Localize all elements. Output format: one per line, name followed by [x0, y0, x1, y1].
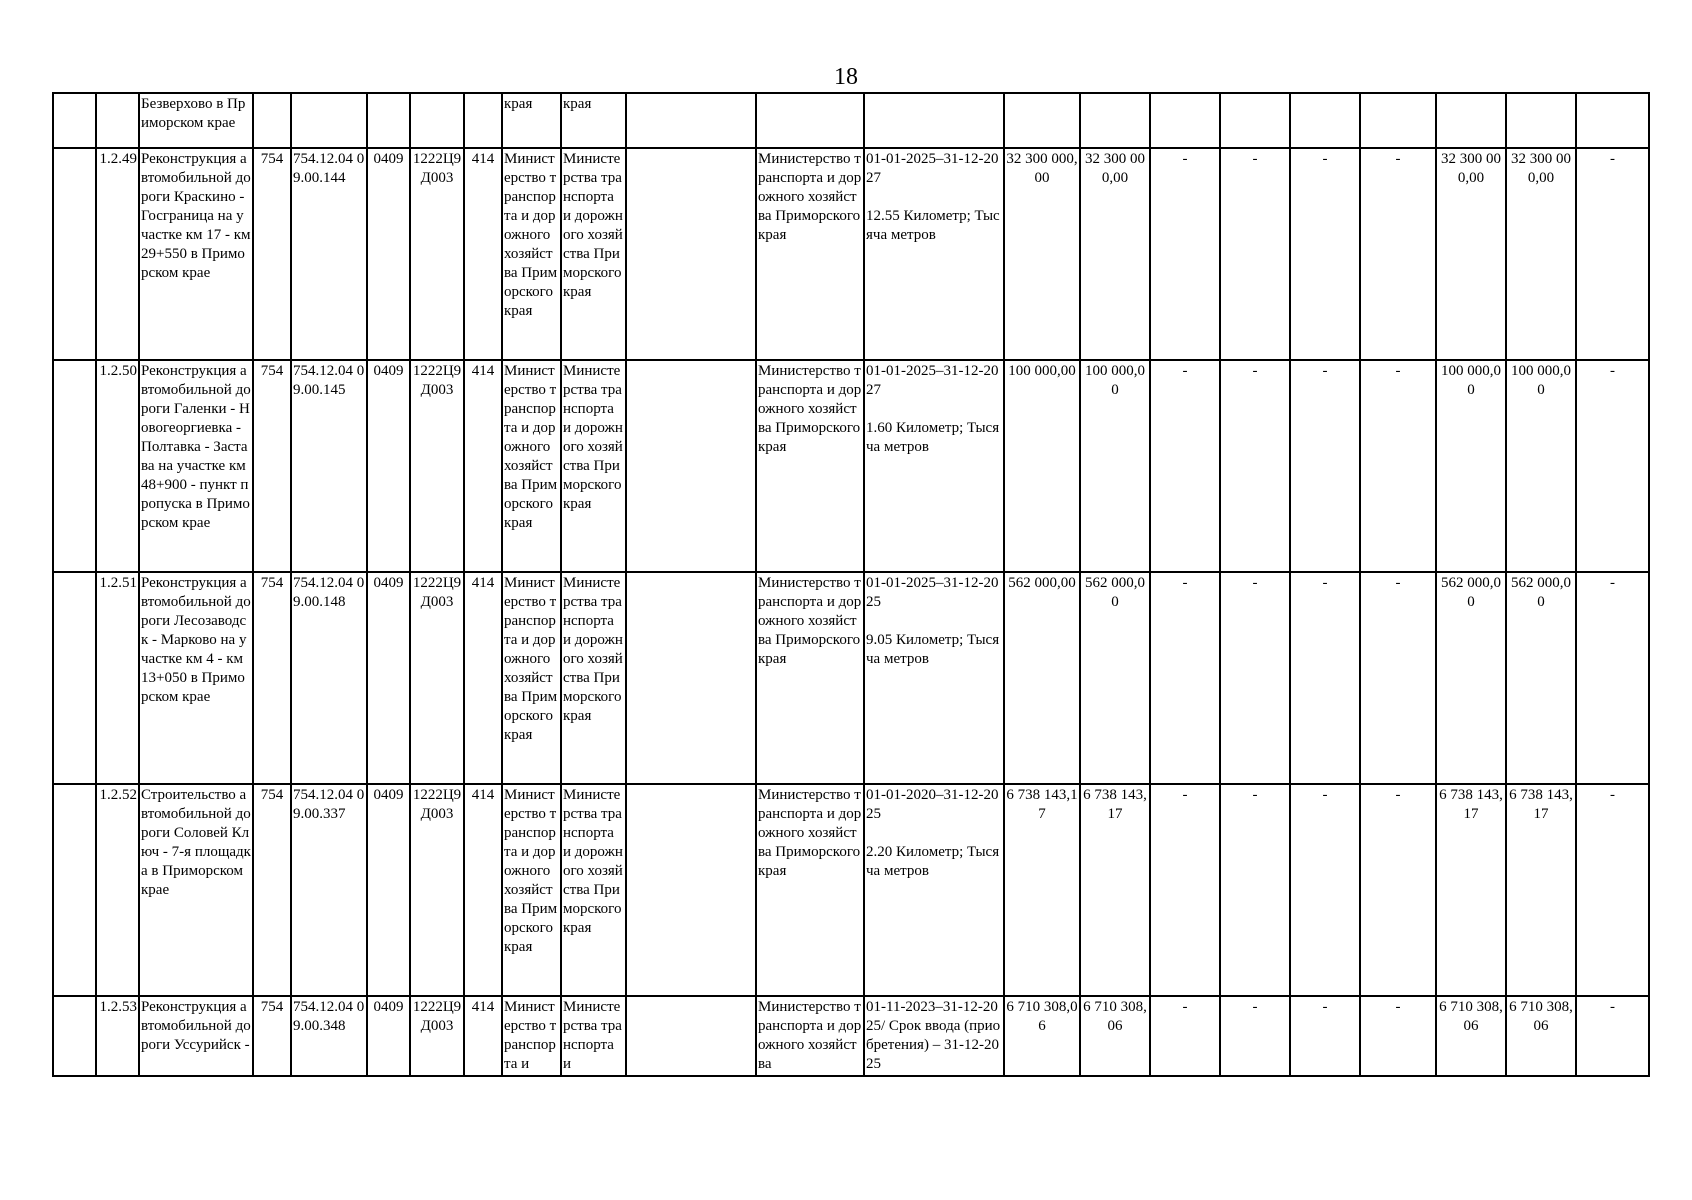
cell-code3: 0409	[367, 572, 410, 784]
cell-blank	[53, 93, 96, 148]
cell-period: 01-11-2023–31-12-2025/ Срок ввода (приобретения) – 31-12-2025	[864, 996, 1004, 1076]
cell-empty	[626, 572, 756, 784]
table-row	[53, 784, 1649, 996]
cell-blank	[626, 93, 756, 148]
cell-d1: -	[1150, 360, 1220, 572]
cell-org1: Министерство транспорта и дорожного хозяйства Приморского края	[502, 784, 561, 996]
cell-code3: 0409	[367, 996, 410, 1076]
cell-code5: 414	[464, 784, 502, 996]
cell-d2: -	[1220, 784, 1290, 996]
cell-sum4: 32 300 000,00	[1506, 148, 1576, 360]
cell-d4: -	[1360, 572, 1436, 784]
cell-org1: края	[502, 93, 561, 148]
cell-d2: -	[1220, 572, 1290, 784]
cell-code5: 414	[464, 148, 502, 360]
cell-d5: -	[1576, 148, 1649, 360]
cell-code2: 754.12.04 09.00.145	[291, 360, 367, 572]
cell-blank	[1360, 93, 1436, 148]
cell-period: 01-01-2025–31-12-2027 1.60 Километр; Тысяча метров	[864, 360, 1004, 572]
register-table	[52, 92, 1650, 1077]
cell-period: 01-01-2020–31-12-2025 2.20 Километр; Тысяча метров	[864, 784, 1004, 996]
cell-code1: 754	[253, 148, 291, 360]
cell-sum2: 32 300 000,00	[1080, 148, 1150, 360]
cell-org2: края	[561, 93, 626, 148]
cell-d3: -	[1290, 148, 1360, 360]
cell-d2: -	[1220, 996, 1290, 1076]
cell-d3: -	[1290, 360, 1360, 572]
cell-d1: -	[1150, 996, 1220, 1076]
table-row	[53, 360, 1649, 572]
cell-name: Реконструкция автомобильной дороги Лесозаводск - Марково на участке км 4 - км 13+050 в Приморском крае	[139, 572, 253, 784]
cell-code1: 754	[253, 572, 291, 784]
cell-ministry: Министерство транспорта и дорожного хозяйства Приморского края	[756, 148, 864, 360]
cell-sum3: 6 710 308,06	[1436, 996, 1506, 1076]
table-row-partial	[53, 93, 1649, 148]
cell-org1: Министерство транспорта и дорожного хозяйства Приморского края	[502, 148, 561, 360]
cell-code3: 0409	[367, 360, 410, 572]
cell-blank	[1220, 93, 1290, 148]
cell-d5: -	[1576, 572, 1649, 784]
cell-org2: Министерства транспорта и	[561, 996, 626, 1076]
cell-sum3: 32 300 000,00	[1436, 148, 1506, 360]
cell-sum1: 6 738 143,17	[1004, 784, 1080, 996]
cell-code4: 1222Ц9 Д003	[410, 572, 464, 784]
cell-num: 1.2.52	[96, 784, 139, 996]
cell-d1: -	[1150, 572, 1220, 784]
cell-blank	[864, 93, 1004, 148]
cell-ministry: Министерство транспорта и дорожного хозяйства Приморского края	[756, 784, 864, 996]
cell-d4: -	[1360, 784, 1436, 996]
cell-code5: 414	[464, 572, 502, 784]
cell-sum3: 6 738 143,17	[1436, 784, 1506, 996]
cell-blank	[367, 93, 410, 148]
cell-period: 01-01-2025–31-12-2025 9.05 Километр; Тысяча метров	[864, 572, 1004, 784]
cell-d5: -	[1576, 360, 1649, 572]
cell-sum1: 562 000,00	[1004, 572, 1080, 784]
cell-blank	[1290, 93, 1360, 148]
cell-org2: Министерства транспорта и дорожного хозяйства Приморского края	[561, 148, 626, 360]
cell-sum2: 6 710 308,06	[1080, 996, 1150, 1076]
cell-sum4: 100 000,00	[1506, 360, 1576, 572]
table-row	[53, 996, 1649, 1076]
cell-code5: 414	[464, 360, 502, 572]
cell-name: Строительство автомобильной дороги Соловей Ключ - 7-я площадка в Приморском крае	[139, 784, 253, 996]
cell-sum1: 100 000,00	[1004, 360, 1080, 572]
cell-sum3: 100 000,00	[1436, 360, 1506, 572]
cell-org2: Министерства транспорта и дорожного хозяйства Приморского края	[561, 572, 626, 784]
cell-blank	[53, 360, 96, 572]
cell-sum1: 32 300 000,00	[1004, 148, 1080, 360]
cell-name: Реконструкция автомобильной дороги Уссурийск -	[139, 996, 253, 1076]
cell-blank	[291, 93, 367, 148]
cell-sum4: 6 710 308,06	[1506, 996, 1576, 1076]
cell-name: Реконструкция автомобильной дороги Краскино - Госграница на участке км 17 - км 29+550 в Приморском крае	[139, 148, 253, 360]
cell-blank	[53, 784, 96, 996]
cell-sum3: 562 000,00	[1436, 572, 1506, 784]
cell-org1: Министерство транспорта и	[502, 996, 561, 1076]
table-row	[53, 148, 1649, 360]
cell-ministry: Министерство транспорта и дорожного хозяйства Приморского края	[756, 572, 864, 784]
cell-sum1: 6 710 308,06	[1004, 996, 1080, 1076]
cell-blank	[53, 148, 96, 360]
cell-code4: 1222Ц9 Д003	[410, 996, 464, 1076]
cell-blank	[1506, 93, 1576, 148]
cell-num	[96, 93, 139, 148]
cell-blank	[1080, 93, 1150, 148]
cell-sum4: 562 000,00	[1506, 572, 1576, 784]
cell-org1: Министерство транспорта и дорожного хозяйства Приморского края	[502, 572, 561, 784]
cell-sum4: 6 738 143,17	[1506, 784, 1576, 996]
cell-sum2: 562 000,00	[1080, 572, 1150, 784]
cell-blank	[53, 572, 96, 784]
cell-ministry: Министерство транспорта и дорожного хозяйства Приморского края	[756, 360, 864, 572]
cell-empty	[626, 784, 756, 996]
cell-period: 01-01-2025–31-12-2027 12.55 Километр; Тысяча метров	[864, 148, 1004, 360]
cell-code2: 754.12.04 09.00.348	[291, 996, 367, 1076]
cell-blank	[410, 93, 464, 148]
cell-num: 1.2.51	[96, 572, 139, 784]
cell-code3: 0409	[367, 784, 410, 996]
cell-num: 1.2.50	[96, 360, 139, 572]
cell-code1: 754	[253, 360, 291, 572]
cell-code3: 0409	[367, 148, 410, 360]
cell-d1: -	[1150, 784, 1220, 996]
cell-code4: 1222Ц9 Д003	[410, 360, 464, 572]
cell-num: 1.2.49	[96, 148, 139, 360]
cell-code1: 754	[253, 996, 291, 1076]
cell-d5: -	[1576, 784, 1649, 996]
cell-num: 1.2.53	[96, 996, 139, 1076]
cell-d4: -	[1360, 148, 1436, 360]
cell-d5: -	[1576, 996, 1649, 1076]
cell-name: Безверхово в Приморском крае	[139, 93, 253, 148]
cell-empty	[626, 148, 756, 360]
cell-sum2: 100 000,00	[1080, 360, 1150, 572]
cell-d3: -	[1290, 784, 1360, 996]
cell-code2: 754.12.04 09.00.148	[291, 572, 367, 784]
cell-org1: Министерство транспорта и дорожного хозяйства Приморского края	[502, 360, 561, 572]
cell-empty	[626, 996, 756, 1076]
cell-blank	[53, 996, 96, 1076]
cell-d2: -	[1220, 360, 1290, 572]
cell-code2: 754.12.04 09.00.337	[291, 784, 367, 996]
cell-org2: Министерства транспорта и дорожного хозяйства Приморского края	[561, 784, 626, 996]
table-row	[53, 572, 1649, 784]
cell-ministry: Министерство транспорта и дорожного хозяйства	[756, 996, 864, 1076]
cell-name: Реконструкция автомобильной дороги Галенки - Новогеоргиевка - Полтавка - Застава на участке км 48+900 - пункт пропуска в Приморском крае	[139, 360, 253, 572]
cell-d4: -	[1360, 360, 1436, 572]
cell-blank	[1576, 93, 1649, 148]
cell-blank	[253, 93, 291, 148]
cell-d1: -	[1150, 148, 1220, 360]
cell-blank	[1436, 93, 1506, 148]
cell-code5: 414	[464, 996, 502, 1076]
cell-d3: -	[1290, 572, 1360, 784]
cell-d2: -	[1220, 148, 1290, 360]
cell-d3: -	[1290, 996, 1360, 1076]
cell-code4: 1222Ц9 Д003	[410, 784, 464, 996]
cell-code1: 754	[253, 784, 291, 996]
cell-blank	[756, 93, 864, 148]
cell-code4: 1222Ц9 Д003	[410, 148, 464, 360]
cell-org2: Министерства транспорта и дорожного хозяйства Приморского края	[561, 360, 626, 572]
cell-d4: -	[1360, 996, 1436, 1076]
cell-empty	[626, 360, 756, 572]
cell-sum2: 6 738 143,17	[1080, 784, 1150, 996]
cell-blank	[464, 93, 502, 148]
cell-code2: 754.12.04 09.00.144	[291, 148, 367, 360]
cell-blank	[1004, 93, 1080, 148]
page-number: 18	[834, 64, 858, 90]
cell-blank	[1150, 93, 1220, 148]
